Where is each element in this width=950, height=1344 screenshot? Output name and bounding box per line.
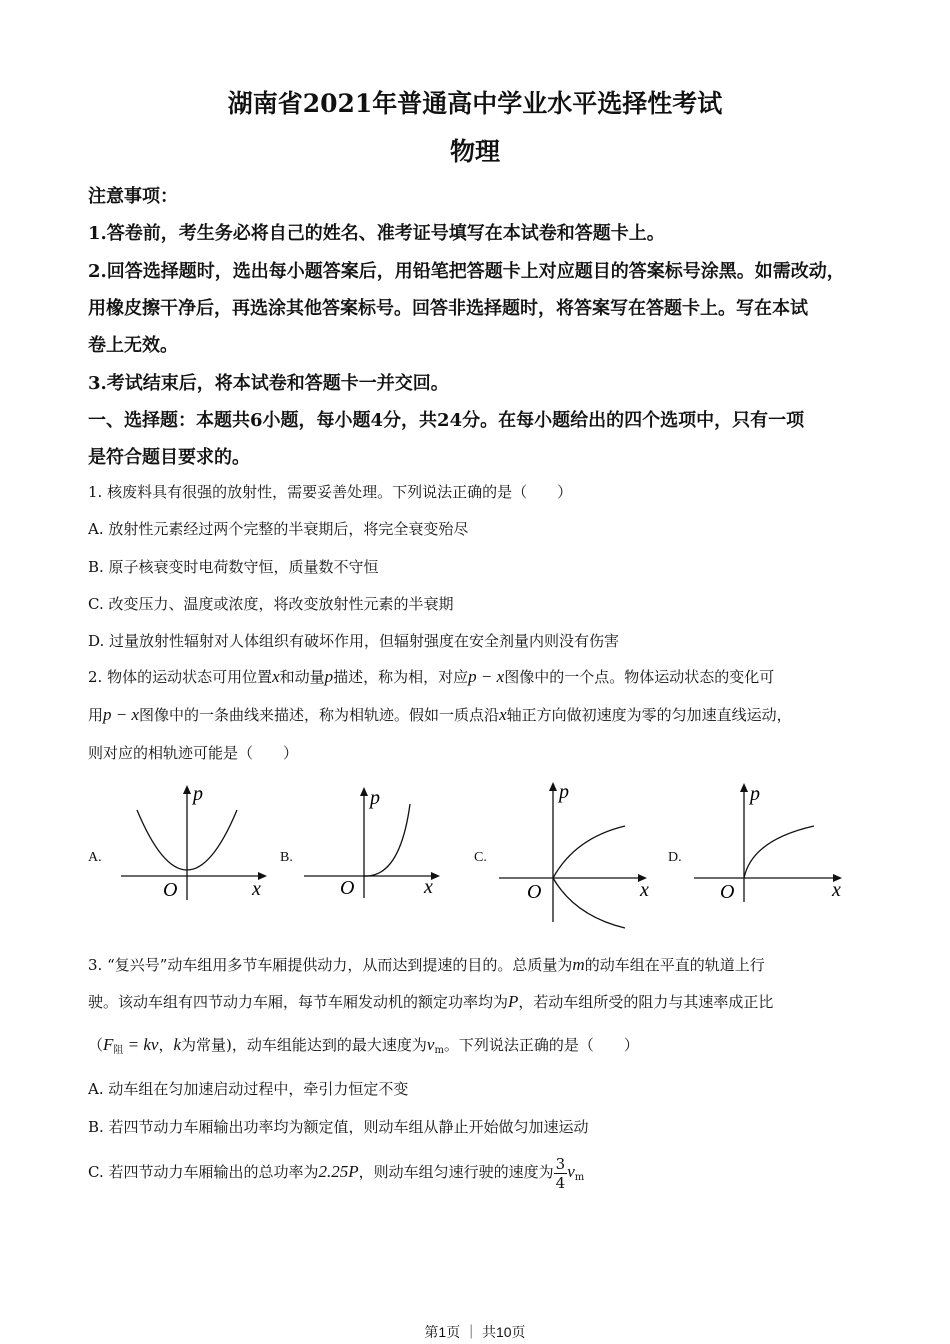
graph-d-label: D. xyxy=(668,850,682,865)
page-footer: 第1页 ｜ 共10页 xyxy=(424,1324,526,1340)
graph-b-axis-x: x xyxy=(424,876,433,898)
notice-item-2-line-1: 2.回答选择题时，选出每小题答案后，用铅笔把答题卡上对应题目的答案标号涂黑。如需改动， xyxy=(88,261,845,282)
q1-option-b: B. 原子核衰变时电荷数守恒，质量数不守恒 xyxy=(88,558,379,576)
section-heading-line-1: 一、选择题：本题共6小题，每小题4分，共24分。在每小题给出的四个选项中，只有一项 xyxy=(88,410,805,431)
graph-d-axis-p: p xyxy=(750,783,760,805)
graph-b-label: B. xyxy=(280,850,293,865)
notice-item-1: 1.答卷前，考生务必将自己的姓名、准考证号填写在本试卷和答题卡上。 xyxy=(88,223,665,244)
graph-a xyxy=(115,780,275,905)
q2-stem-line-3: 则对应的相轨迹可能是（ ） xyxy=(88,744,299,762)
subject-title: 物理 xyxy=(449,137,500,166)
graph-c-origin: O xyxy=(527,881,542,903)
graph-d-axis-x: x xyxy=(832,879,841,901)
exam-title: 湖南省2021年普通高中学业水平选择性考试 xyxy=(227,89,723,118)
graph-c-axis-p: p xyxy=(559,781,569,803)
q1-option-c: C. 改变压力、温度或浓度，将改变放射性元素的半衰期 xyxy=(88,595,454,613)
q3-option-c: C. 若四节动力车厢输出的总功率为2.25P，则动车组匀速行驶的速度为 $\frac{3}{4}$ $v_m$ xyxy=(88,1154,585,1192)
q2-stem-line-1: 2. 物体的运动状态可用位置x和动量p描述，称为相，对应p − x图像中的一个点。物体运动状态的变化可 xyxy=(88,667,775,686)
graph-b-origin: O xyxy=(340,877,355,899)
graph-c xyxy=(495,776,665,932)
notice-heading: 注意事项： xyxy=(88,186,178,207)
fraction-three-quarters: $\frac{3}{4}$ xyxy=(555,1154,566,1192)
q1-option-a: A. 放射性元素经过两个完整的半衰期后，将完全衰变殆尽 xyxy=(88,520,469,538)
graph-a-origin: O xyxy=(163,879,178,901)
q3-stem-line-3: （$F_阻$ = kv，k为常量)，动车组能达到的最大速度为$v_m$。下列说法正确的是（ ） xyxy=(88,1035,639,1056)
q1-stem: 1. 核废料具有很强的放射性，需要妥善处理。下列说法正确的是（ ） xyxy=(88,483,573,501)
notice-item-2-line-3: 卷上无效。 xyxy=(88,335,178,356)
graph-a-axis-p: p xyxy=(193,783,203,805)
graph-c-label: C. xyxy=(474,850,487,865)
q3-stem-line-1: 3. “复兴号”动车组用多节车厢提供动力，从而达到提速的目的。总质量为m的动车组在平直的轨道上行 xyxy=(88,955,765,974)
q3-option-b: B. 若四节动力车厢输出功率均为额定值，则动车组从静止开始做匀加速运动 xyxy=(88,1118,589,1136)
graph-d xyxy=(690,778,855,903)
section-heading-line-2: 是符合题目要求的。 xyxy=(88,447,250,468)
graph-c-axis-x: x xyxy=(640,879,649,901)
graph-a-label: A. xyxy=(88,850,102,865)
graph-d-origin: O xyxy=(720,881,735,903)
notice-item-2-line-2: 用橡皮擦干净后，再选涂其他答案标号。回答非选择题时，将答案写在答题卡上。写在本试 xyxy=(88,298,808,319)
q2-stem-line-2: 用p − x图像中的一条曲线来描述，称为相轨迹。假如一质点沿x轴正方向做初速度为零的匀加速直线运动， xyxy=(88,705,792,724)
q3-stem-line-2: 驶。该动车组有四节动力车厢，每节车厢发动机的额定功率均为P，若动车组所受的阻力与其速率成正比 xyxy=(88,992,774,1011)
q3-option-a: A. 动车组在匀加速启动过程中，牵引力恒定不变 xyxy=(88,1080,409,1098)
graph-b xyxy=(300,782,450,902)
graph-b-axis-p: p xyxy=(370,787,380,809)
graph-a-axis-x: x xyxy=(252,878,261,900)
notice-item-3: 3.考试结束后，将本试卷和答题卡一并交回。 xyxy=(88,373,449,394)
q1-option-d: D. 过量放射性辐射对人体组织有破坏作用，但辐射强度在安全剂量内则没有伤害 xyxy=(88,632,620,650)
